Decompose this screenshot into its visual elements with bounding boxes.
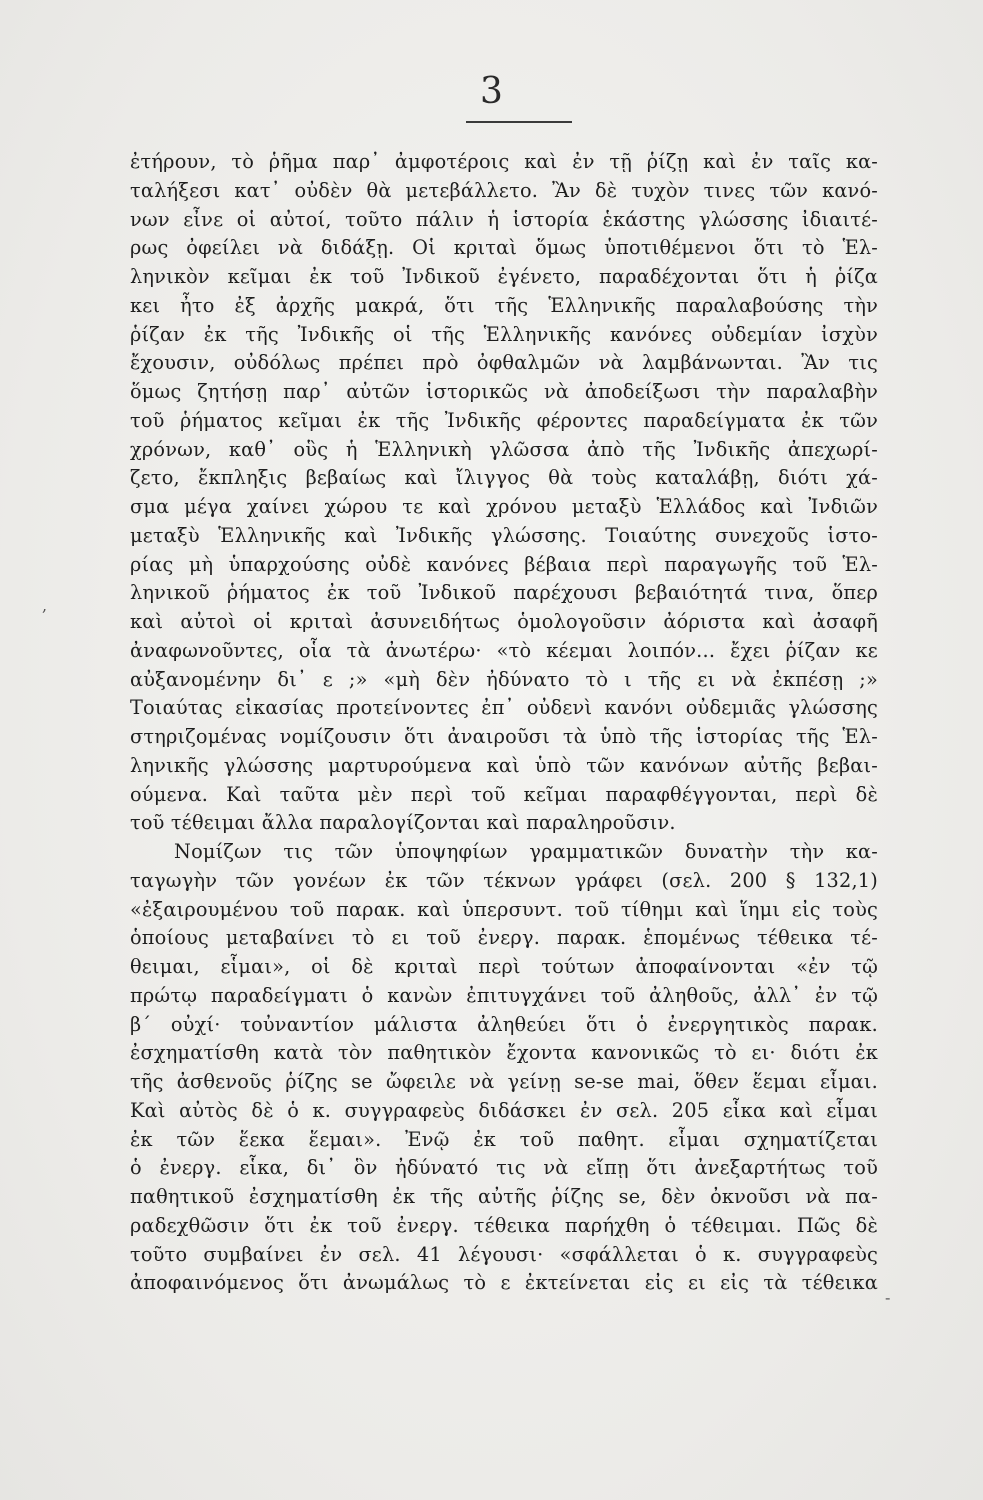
text-line: κει ἦτο ἐξ ἀρχῆς μακρά, ὅτι τῆς Ἑλληνικῆς παραλαβούσης τὴν xyxy=(130,293,878,317)
text-line: μεταξὺ Ἑλληνικῆς καὶ Ἰνδικῆς γλώσσης. Τοιαύτης συνεχοῦς ἱστο- xyxy=(130,523,878,547)
text-line: χρόνων, καθ᾽ οὓς ἡ Ἑλληνικὴ γλῶσσα ἀπὸ τῆς Ἰνδικῆς ἀπεχωρί- xyxy=(130,437,878,461)
text-line: ἐτήρουν, τὸ ῥῆμα παρ᾽ ἀμφοτέροις καὶ ἐν τῇ ῥίζῃ καὶ ἐν ταῖς κα- xyxy=(130,150,878,173)
text-line: β´ οὐχί· τοὐναντίον μάλιστα ἀληθεύει ὅτι ὁ ἐνεργητικὸς παρακ. xyxy=(130,1012,878,1036)
text-line: στηριζομένας νομίζουσιν ὅτι ἀναιροῦσι τὰ ὑπὸ τῆς ἱστορίας τῆς Ἑλ- xyxy=(130,725,878,748)
page-number: 3 xyxy=(480,71,503,112)
text-line: ἐσχηματίσθη κατὰ τὸν παθητικὸν ἔχοντα κανονικῶς τὸ ει· διότι ἐκ xyxy=(130,1041,878,1065)
text-line: ρίας μὴ ὑπαρχούσης οὐδὲ κανόνες βέβαια περὶ παραγωγῆς τοῦ Ἑλ- xyxy=(130,552,878,576)
text-line: τοῦτο συμβαίνει ἐν σελ. 41 λέγουσι· «σφάλλεται ὁ κ. συγγραφεὺς xyxy=(130,1242,878,1266)
text-line: «ἐξαιρουμένου τοῦ παρακ. καὶ ὑπερσυντ. τοῦ τίθημι καὶ ἵημι εἰς τοὺς xyxy=(130,897,878,921)
body-text xyxy=(130,148,878,1298)
text-line: ζετο, ἔκπληξις βεβαίως καὶ ἴλιγγος θὰ τοὺς καταλάβῃ, διότι χά- xyxy=(130,466,878,490)
text-line: ραδεχθῶσιν ὅτι ἐκ τοῦ ἐνεργ. τέθεικα παρήχθη ὁ τέθειμαι. Πῶς δὲ xyxy=(130,1213,878,1237)
text-line: καὶ αὐτοὶ οἱ κριταὶ ἀσυνειδήτως ὁμολογοῦσιν ἀόριστα καὶ ἀσαφῆ xyxy=(130,610,878,633)
header-rule xyxy=(466,121,572,123)
text-line: ὅμως ζητήσῃ παρ᾽ αὐτῶν ἱστορικῶς νὰ ἀποδείξωσι τὴν παραλαβὴν xyxy=(130,380,878,403)
text-line: πρώτῳ παραδείγματι ὁ κανὼν ἐπιτυγχάνει τοῦ ἀληθοῦς, ἀλλ᾽ ἐν τῷ xyxy=(130,983,878,1007)
margin-mark: - xyxy=(885,1288,891,1307)
text-line: νων εἶνε οἱ αὐτοί, τοῦτο πάλιν ἡ ἱστορία ἑκάστης γλώσσης ἰδιαιτέ- xyxy=(130,207,878,231)
text-line: ταλήξεσι κατ᾽ οὐδὲν θὰ μετεβάλλετο. Ἂν δὲ τυχὸν τινες τῶν κανό- xyxy=(130,178,878,202)
text-line: Νομίζων τις τῶν ὑποψηφίων γραμματικῶν δυνατὴν τὴν κα- xyxy=(174,840,878,863)
margin-mark: , xyxy=(42,596,48,615)
text-line: ληνικοῦ ῥήματος ἐκ τοῦ Ἰνδικοῦ παρέχουσι βεβαιότητά τινα, ὅπερ xyxy=(130,581,878,605)
text-line: ὁ ἐνεργ. εἷκα, δι᾽ ὃν ἠδύνατό τις νὰ εἴπῃ ὅτι ἀνεξαρτήτως τοῦ xyxy=(130,1156,878,1180)
text-line: ληνικῆς γλώσσης μαρτυρούμενα καὶ ὑπὸ τῶν κανόνων αὐτῆς βεβαι- xyxy=(130,753,878,777)
text-line: αὐξανομένην δι᾽ ε ;» «μὴ δὲν ἠδύνατο τὸ ι τῆς ει νὰ ἐκπέσῃ ;» xyxy=(130,667,878,691)
text-line: ληνικὸν κεῖμαι ἐκ τοῦ Ἰνδικοῦ ἐγένετο, παραδέχονται ὅτι ἡ ῥίζα xyxy=(130,265,878,288)
text-line: τοῦ τέθειμαι ἄλλα παραλογίζονται καὶ παραληροῦσιν. xyxy=(130,811,676,835)
text-line: ἔχουσιν, οὐδόλως πρέπει πρὸ ὀφθαλμῶν νὰ λαμβάνωνται. Ἂν τις xyxy=(130,351,878,375)
text-line: ἀναφωνοῦντες, οἷα τὰ ἀνωτέρω· «τὸ κέεμαι λοιπόν... ἔχει ῥίζαν κε xyxy=(130,638,878,662)
text-line: ούμενα. Καὶ ταῦτα μὲν περὶ τοῦ κεῖμαι παραφθέγγονται, περὶ δὲ xyxy=(130,782,878,806)
text-line: ῥίζαν ἐκ τῆς Ἰνδικῆς οἱ τῆς Ἑλληνικῆς κανόνες οὐδεμίαν ἰσχὺν xyxy=(130,322,878,346)
text-line: θειμαι, εἷμαι», οἱ δὲ κριταὶ περὶ τούτων ἀποφαίνονται «ἐν τῷ xyxy=(130,955,878,978)
text-line: ρως ὀφείλει νὰ διδάξῃ. Οἱ κριταὶ ὅμως ὑποτιθέμενοι ὅτι τὸ Ἑλ- xyxy=(130,236,878,260)
text-line: Τοιαύτας εἰκασίας προτείνοντες ἐπ᾽ οὐδενὶ κανόνι οὐδεμιᾶς γλώσσης xyxy=(130,696,878,720)
text-line: Καὶ αὐτὸς δὲ ὁ κ. συγγραφεὺς διδάσκει ἐν σελ. 205 εἷκα καὶ εἷμαι xyxy=(130,1098,878,1122)
text-line: σμα μέγα χαίνει χώρου τε καὶ χρόνου μεταξὺ Ἑλλάδος καὶ Ἰνδιῶν xyxy=(130,495,878,518)
text-line: τῆς ἀσθενοῦς ῥίζης se ὤφειλε νὰ γείνῃ se-se mai, ὅθεν ἕεμαι εἷμαι. xyxy=(130,1070,878,1093)
text-line: ἀποφαινόμενος ὅτι ἀνωμάλως τὸ ε ἐκτείνεται εἰς ει εἰς τὰ τέθεικα xyxy=(130,1271,878,1295)
text-line: ὁποίους μεταβαίνει τὸ ει τοῦ ἐνεργ. παρακ. ἑπομένως τέθεικα τέ- xyxy=(130,926,878,950)
text-line: παθητικοῦ ἐσχηματίσθη ἐκ τῆς αὐτῆς ῥίζης se, δὲν ὀκνοῦσι νὰ πα- xyxy=(130,1185,878,1208)
text-line: ταγωγὴν τῶν γονέων ἐκ τῶν τέκνων γράφει (σελ. 200 § 132,1) xyxy=(130,868,878,892)
text-line: ἐκ τῶν ἕεκα ἕεμαι». Ἐνῷ ἐκ τοῦ παθητ. εἷμαι σχηματίζεται xyxy=(130,1127,878,1151)
text-line: τοῦ ῥήματος κεῖμαι ἐκ τῆς Ἰνδικῆς φέροντες παραδείγματα ἐκ τῶν xyxy=(130,408,878,432)
